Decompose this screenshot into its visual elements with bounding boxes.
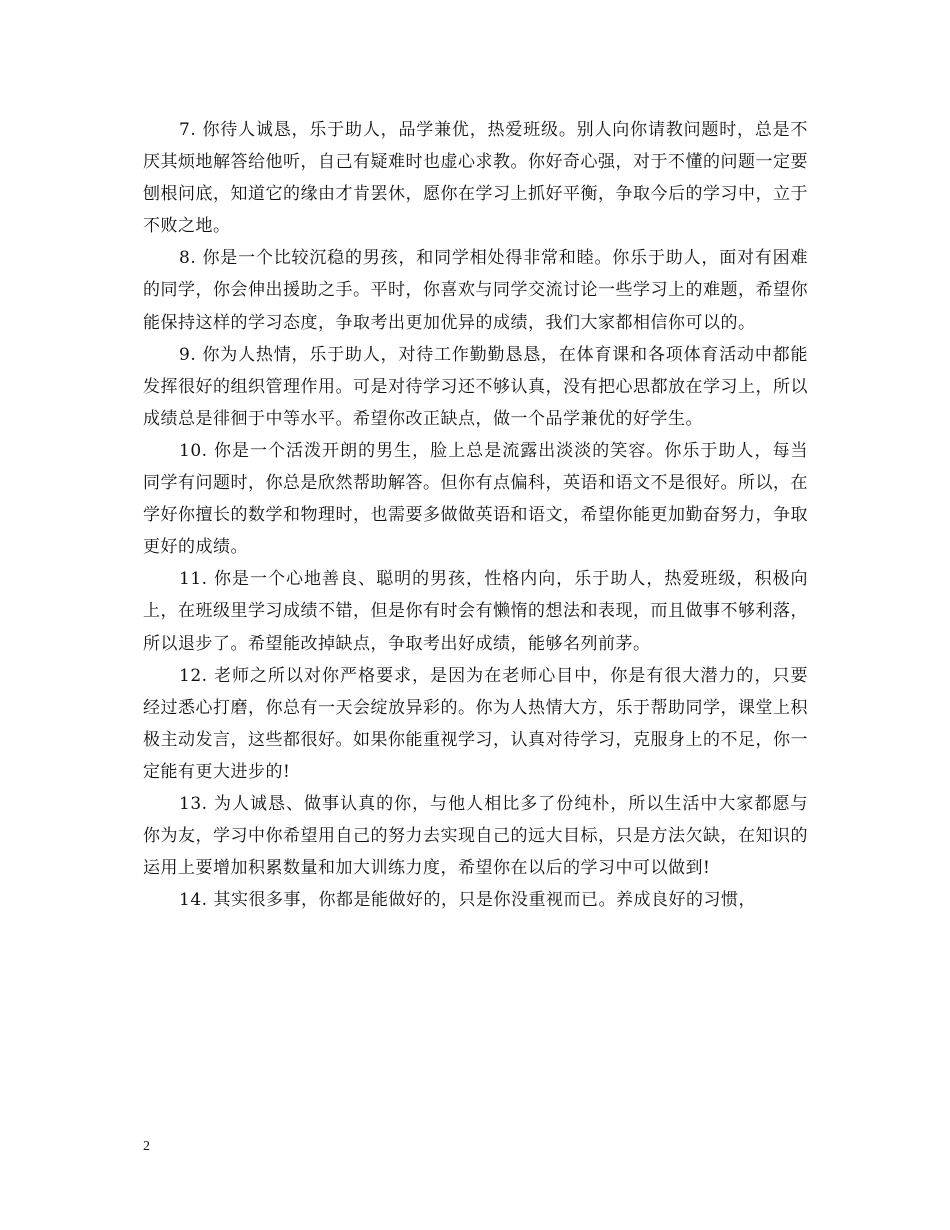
paragraph-9: 9. 你为人热情，乐于助人，对待工作勤勤恳恳，在体育课和各项体育活动中都能发挥很好的组织管理作用。可是对待学习还不够认真，没有把心思都放在学习上，所以成绩总是徘徊于中等水平。希望你改正缺点，做一个品学兼优的好学生。 <box>143 344 808 429</box>
document-body <box>143 114 808 916</box>
paragraph-11: 11. 你是一个心地善良、聪明的男孩，性格内向，乐于助人，热爱班级，积极向上，在班级里学习成绩不错，但是你有时会有懒惰的想法和表现，而且做事不够利落，所以退步了。希望能改掉缺点，争取考出好成绩，能够名列前茅。 <box>143 569 808 654</box>
paragraph-13: 13. 为人诚恳、做事认真的你，与他人相比多了份纯朴，所以生活中大家都愿与你为友，学习中你希望用自己的努力去实现自己的远大目标，只是方法欠缺，在知识的运用上要增加积累数量和加大训练力度，希望你在以后的学习中可以做到! <box>143 793 808 879</box>
page-number: 2 <box>143 1139 150 1154</box>
paragraph-7: 7. 你待人诚恳，乐于助人，品学兼优，热爱班级。别人向你请教问题时，总是不厌其烦地解答给他听，自己有疑难时也虚心求教。你好奇心强，对于不懂的问题一定要刨根问底，知道它的缘由才肯罢休，愿你在学习上抓好平衡，争取今后的学习中，立于不败之地。 <box>143 120 808 237</box>
paragraph-14: 14. 其实很多事，你都是能做好的，只是你没重视而已。养成良好的习惯， <box>179 890 756 911</box>
paragraph-12: 12. 老师之所以对你严格要求，是因为在老师心目中，你是有很大潜力的，只要经过悉心打磨，你总有一天会绽放异彩的。你为人热情大方，乐于帮助同学，课堂上积极主动发言，这些都很好。如果你能重视学习，认真对待学习，克服身上的不足，你一定能有更大进步的! <box>143 665 808 782</box>
paragraph-8: 8. 你是一个比较沉稳的男孩，和同学相处得非常和睦。你乐于助人，面对有困难的同学，你会伸出援助之手。平时，你喜欢与同学交流讨论一些学习上的难题，希望你能保持这样的学习态度，争取考出更加优异的成绩，我们大家都相信你可以的。 <box>143 248 808 333</box>
paragraph-10: 10. 你是一个活泼开朗的男生，脸上总是流露出淡淡的笑容。你乐于助人，每当同学有问题时，你总是欣然帮助解答。但你有点偏科，英语和语文不是很好。所以，在学好你擅长的数学和物理时，也需要多做做英语和语文，希望你能更加勤奋努力，争取更好的成绩。 <box>143 440 808 558</box>
